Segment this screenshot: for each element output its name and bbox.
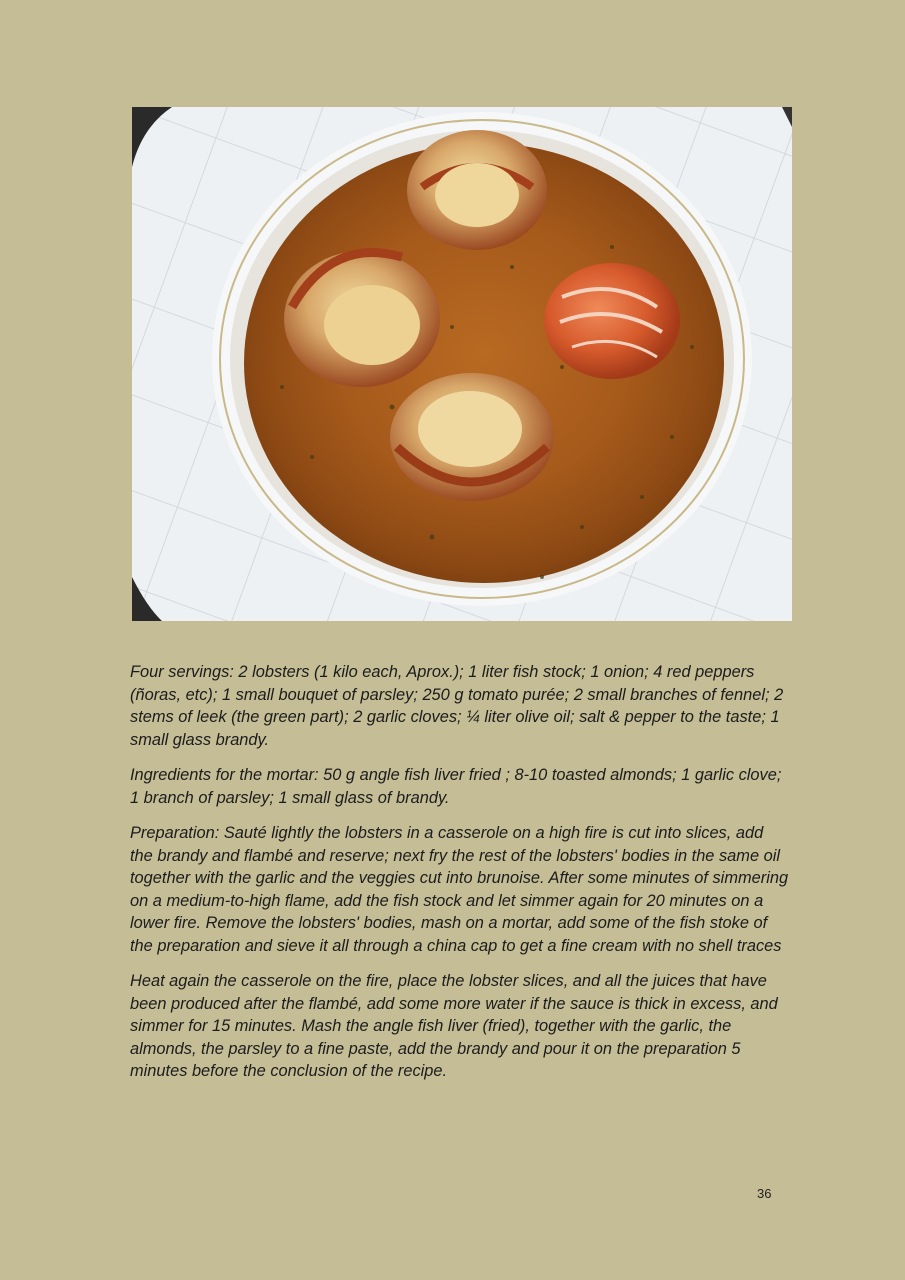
preparation-paragraph: Preparation: Sauté lightly the lobsters in a casserole on a high fire is cut into slices, add the brandy and flambé and reserve; next fry the rest of the lobsters' bodies in the same oil together with the garlic and the veggies cut into brunoise. After some minutes of simmering on a medium-to-high flame, add the fish stock and let simmer again for 20 minutes on a lower fire. Remove the lobsters' bodies, mash on a mortar, add some of the fish stoke of the preparation and sieve it all through a china cap to get a fine cream with no shell traces	[130, 824, 789, 955]
recipe-text	[130, 661, 790, 1096]
page-number: 36	[757, 1186, 772, 1201]
lobster-stew-photo	[132, 107, 792, 621]
final-step-paragraph: Heat again the casserole on the fire, place the lobster slices, and all the juices that have been produced after the flambé, add some more water if the sauce is thick in excess, and simmer for 15 minutes. Mash the angle fish liver (fried), together with the garlic, the almonds, the parsley to a fine paste, add the brandy and pour it on the preparation 5 minutes before the conclusion of the recipe.	[130, 972, 778, 1080]
servings-paragraph: Four servings: 2 lobsters (1 kilo each, Aprox.); 1 liter fish stock; 1 onion; 4 red peppers (ñoras, etc); 1 small bouquet of parsley; 250 g tomato purée; 2 small branches of fennel; 2 stems of leek (the green part); 2 garlic cloves; ¼ liter olive oil; salt & pepper to the taste; 1 small glass brandy.	[130, 663, 784, 749]
mortar-paragraph: Ingredients for the mortar: 50 g angle fish liver fried ; 8-10 toasted almonds; 1 garlic clove; 1 branch of parsley; 1 small glass of brandy.	[130, 766, 782, 807]
